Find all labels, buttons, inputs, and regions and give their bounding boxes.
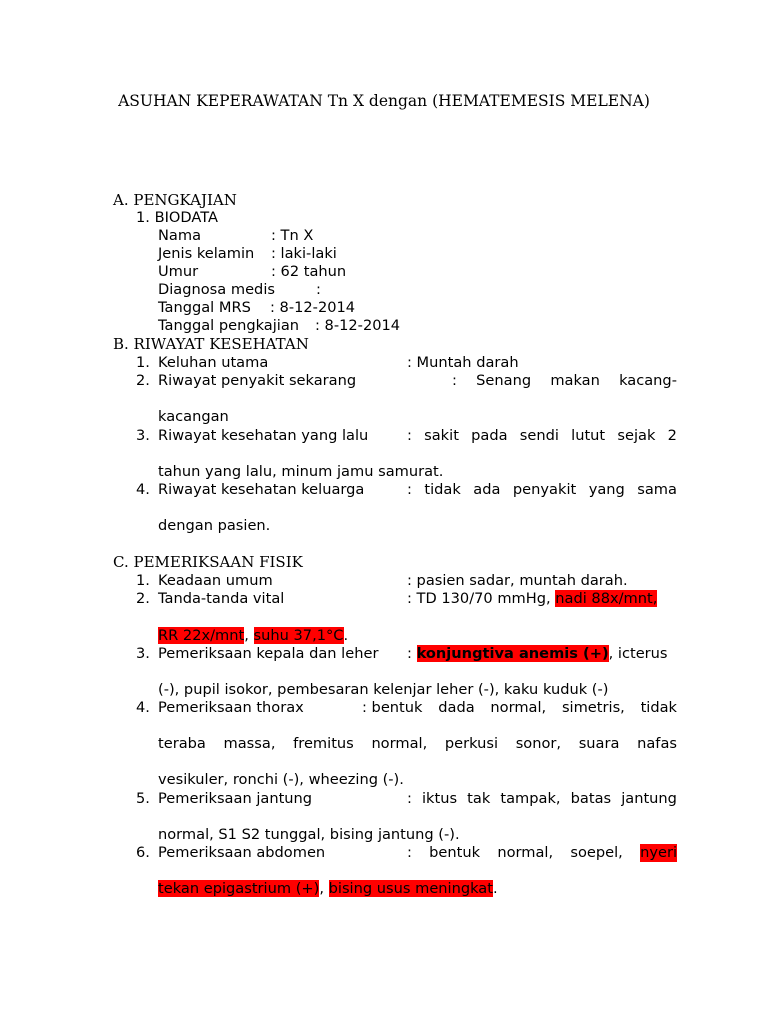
field-value-jenis-kelamin: : laki-laki <box>271 245 337 262</box>
item-label-keadaan-umum: Keadaan umum <box>158 572 273 589</box>
item-continuation: dengan pasien. <box>158 517 271 534</box>
list-number: 4. <box>136 699 150 716</box>
document-title: ASUHAN KEPERAWATAN Tn X dengan (HEMATEMESIS MELENA) <box>118 92 650 110</box>
item-continuation: vesikuler, ronchi (-), wheezing (-). <box>158 771 404 788</box>
item-continuation: tekan epigastrium (+), bising usus meningkat. <box>158 880 498 897</box>
item-value-thorax: : bentuk dada normal, simetris, tidak <box>362 699 677 716</box>
item-label-keluhan: Keluhan utama <box>158 354 269 371</box>
list-number: 2. <box>136 372 150 389</box>
item-value-jantung: : iktus tak tampak, batas jantung <box>407 790 677 807</box>
highlight-nadi: nadi 88x/mnt, <box>555 590 658 607</box>
list-number: 3. <box>136 645 150 662</box>
list-number: 5. <box>136 790 150 807</box>
field-label-tanggal-mrs: Tanggal MRS <box>158 299 251 316</box>
biodata-title: 1. BIODATA <box>136 209 218 226</box>
item-value-kepala: : konjungtiva anemis (+), icterus <box>407 645 668 662</box>
item-value-keluhan: : Muntah darah <box>407 354 519 371</box>
highlight-epigastrium: tekan epigastrium (+) <box>158 880 320 897</box>
list-number: 1. <box>136 572 150 589</box>
item-label-riwayat-lalu: Riwayat kesehatan yang lalu <box>158 427 369 444</box>
item-continuation: tahun yang lalu, minum jamu samurat. <box>158 463 444 480</box>
item-continuation: RR 22x/mnt, suhu 37,1°C. <box>158 627 349 644</box>
field-value-nama: : Tn X <box>271 227 314 244</box>
list-number: 4. <box>136 481 150 498</box>
highlight-bising-usus: bising usus meningkat <box>328 880 493 897</box>
field-label-tanggal-pengkajian: Tanggal pengkajian <box>158 317 300 334</box>
field-label-umur: Umur <box>158 263 199 280</box>
item-value-riwayat-lalu: : sakit pada sendi lutut sejak 2 <box>407 427 677 444</box>
item-label-jantung: Pemeriksaan jantung <box>158 790 313 807</box>
item-continuation: normal, S1 S2 tunggal, bising jantung (-). <box>158 826 460 843</box>
field-value-umur: : 62 tahun <box>271 263 347 280</box>
item-label-riwayat-sekarang: Riwayat penyakit sekarang <box>158 372 357 389</box>
list-number: 3. <box>136 427 150 444</box>
section-c-heading: C. PEMERIKSAAN FISIK <box>113 553 303 571</box>
highlight-konjungtiva: konjungtiva anemis (+) <box>416 645 609 662</box>
item-value-vital: : TD 130/70 mmHg, nadi 88x/mnt, <box>407 590 658 607</box>
highlight-rr: RR 22x/mnt <box>158 627 245 644</box>
field-label-jenis-kelamin: Jenis kelamin <box>158 245 255 262</box>
item-value-keadaan-umum: : pasien sadar, muntah darah. <box>407 572 628 589</box>
section-b-heading: B. RIWAYAT KESEHATAN <box>113 335 309 353</box>
item-value-riwayat-keluarga: : tidak ada penyakit yang sama <box>407 481 677 498</box>
highlight-suhu: suhu 37,1°C <box>253 627 344 644</box>
field-value-diagnosa: : <box>316 281 321 298</box>
item-label-vital: Tanda-tanda vital <box>158 590 285 607</box>
list-number: 6. <box>136 844 150 861</box>
list-number: 1. <box>136 354 150 371</box>
item-value-riwayat-sekarang: : Senang makan kacang- <box>452 372 677 389</box>
field-value-tanggal-mrs: : 8-12-2014 <box>270 299 356 316</box>
item-label-abdomen: Pemeriksaan abdomen <box>158 844 326 861</box>
item-continuation: (-), pupil isokor, pembesaran kelenjar leher (-), kaku kuduk (-) <box>158 681 609 698</box>
field-label-diagnosa: Diagnosa medis <box>158 281 275 298</box>
field-value-tanggal-pengkajian: : 8-12-2014 <box>315 317 401 334</box>
item-label-thorax: Pemeriksaan thorax <box>158 699 304 716</box>
item-value-abdomen: : bentuk normal, soepel, nyeri <box>407 844 677 861</box>
item-continuation: kacangan <box>158 408 229 425</box>
item-label-riwayat-keluarga: Riwayat kesehatan keluarga <box>158 481 365 498</box>
field-label-nama: Nama <box>158 227 202 244</box>
section-a-heading: A. PENGKAJIAN <box>113 191 237 209</box>
item-label-kepala: Pemeriksaan kepala dan leher <box>158 645 379 662</box>
item-continuation: teraba massa, fremitus normal, perkusi sonor, suara nafas <box>158 735 677 752</box>
list-number: 2. <box>136 590 150 607</box>
highlight-nyeri: nyeri <box>640 844 677 861</box>
